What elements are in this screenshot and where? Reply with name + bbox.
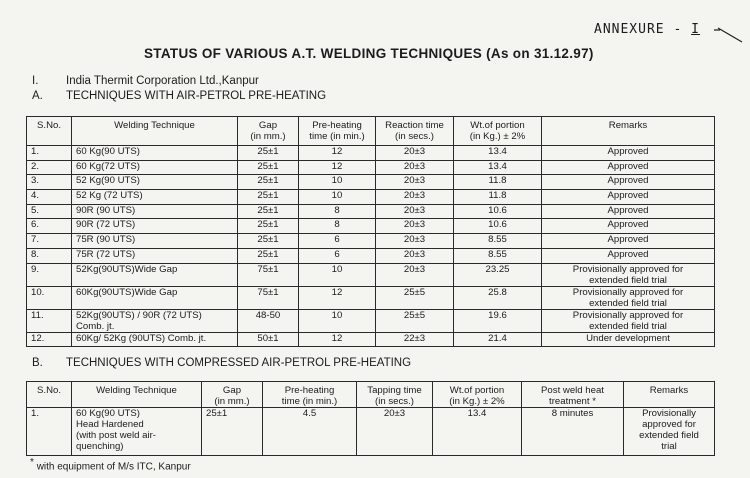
table-b-header-1: Welding Technique <box>72 382 202 408</box>
table-row <box>27 204 715 219</box>
table-a-header-2: Gap (in mm.) <box>238 117 299 146</box>
table-cell: 25±1 <box>238 248 299 263</box>
table-cell: Provisionally approved for extended field trial <box>542 263 715 286</box>
table-cell: 13.4 <box>433 408 522 456</box>
table-a-header-5: Wt.of portion (in Kg.) ± 2% <box>454 117 542 146</box>
table-cell: Approved <box>542 175 715 190</box>
table-cell: 48-50 <box>238 309 299 332</box>
table-row <box>27 175 715 190</box>
table-cell: 90R (90 UTS) <box>72 204 238 219</box>
table-a-header-0: S.No. <box>27 117 72 146</box>
table-cell: Provisionally approved for extended field trial <box>542 309 715 332</box>
table-b-body <box>27 408 715 456</box>
table-a-body <box>27 146 715 347</box>
table-cell: 60 Kg(72 UTS) <box>72 160 238 175</box>
table-cell: 10.6 <box>454 204 542 219</box>
table-cell: 75R (90 UTS) <box>72 234 238 249</box>
table-cell: 12 <box>299 286 376 309</box>
table-cell: 25±1 <box>238 219 299 234</box>
table-row <box>27 190 715 205</box>
handwritten-arrow-mark <box>712 26 746 44</box>
table-cell: 22±3 <box>376 332 454 347</box>
table-cell: 2. <box>27 160 72 175</box>
table-cell: 11. <box>27 309 72 332</box>
table-cell: 8.55 <box>454 248 542 263</box>
page-title: STATUS OF VARIOUS A.T. WELDING TECHNIQUES (As on 31.12.97) <box>144 46 594 61</box>
table-a-header-4: Reaction time (in secs.) <box>376 117 454 146</box>
table-cell: 4.5 <box>263 408 357 456</box>
footnote-mark: * <box>30 457 34 468</box>
table-cell: 25±1 <box>238 190 299 205</box>
table-cell: 13.4 <box>454 146 542 161</box>
table-cell: Approved <box>542 160 715 175</box>
table-row <box>27 332 715 347</box>
table-row <box>27 219 715 234</box>
table-cell: 75±1 <box>238 263 299 286</box>
table-cell: 20±3 <box>376 219 454 234</box>
table-cell: 10 <box>299 175 376 190</box>
table-cell: Provisionally approved for extended field trial <box>542 286 715 309</box>
table-a <box>26 116 715 347</box>
annexure-label <box>594 22 700 37</box>
table-cell: 60 Kg(90 UTS) <box>72 146 238 161</box>
section-b-heading <box>32 357 411 369</box>
table-cell: 10 <box>299 263 376 286</box>
section-a-letter: A. <box>32 90 43 102</box>
table-cell: 8 <box>299 219 376 234</box>
table-row <box>27 286 715 309</box>
table-b-header-0: S.No. <box>27 382 72 408</box>
table-cell: Approved <box>542 219 715 234</box>
table-cell: 3. <box>27 175 72 190</box>
table-cell: 25±1 <box>202 408 263 456</box>
table-b-header-7: Remarks <box>624 382 715 408</box>
table-cell: 25±1 <box>238 234 299 249</box>
table-cell: Approved <box>542 190 715 205</box>
table-cell: 8. <box>27 248 72 263</box>
table-cell: 75±1 <box>238 286 299 309</box>
table-cell: Approved <box>542 234 715 249</box>
table-cell: Provisionally approved for extended field trial <box>624 408 715 456</box>
table-cell: 12 <box>299 332 376 347</box>
table-cell: 8.55 <box>454 234 542 249</box>
table-b-header-6: Post weld heat treatment * <box>522 382 624 408</box>
table-cell: 6 <box>299 234 376 249</box>
table-b <box>26 381 715 456</box>
table-cell: 13.4 <box>454 160 542 175</box>
section-i-roman: I. <box>32 75 39 87</box>
table-cell: 6 <box>299 248 376 263</box>
section-i-text: India Thermit Corporation Ltd.,Kanpur <box>66 75 259 87</box>
table-row <box>27 248 715 263</box>
table-cell: 20±3 <box>376 146 454 161</box>
section-b-letter: B. <box>32 357 43 369</box>
table-a-header-6: Remarks <box>542 117 715 146</box>
table-cell: 20±3 <box>376 234 454 249</box>
table-cell: 12 <box>299 146 376 161</box>
table-row <box>27 263 715 286</box>
table-a-header-row <box>27 117 715 146</box>
table-cell: 10 <box>299 309 376 332</box>
table-cell: 90R (72 UTS) <box>72 219 238 234</box>
table-cell: 52 Kg(90 UTS) <box>72 175 238 190</box>
table-b-header-5: Wt.of portion (in Kg.) ± 2% <box>433 382 522 408</box>
table-cell: Approved <box>542 204 715 219</box>
table-cell: 12 <box>299 160 376 175</box>
table-cell: 11.8 <box>454 175 542 190</box>
table-cell: 20±3 <box>376 248 454 263</box>
table-row <box>27 309 715 332</box>
table-cell: 11.8 <box>454 190 542 205</box>
table-b-header-row <box>27 382 715 408</box>
table-row <box>27 146 715 161</box>
table-b-header-3: Pre-heating time (in min.) <box>263 382 357 408</box>
table-cell: 10.6 <box>454 219 542 234</box>
footnote <box>30 457 191 472</box>
table-cell: 25.8 <box>454 286 542 309</box>
table-cell: Approved <box>542 248 715 263</box>
table-cell: 19.6 <box>454 309 542 332</box>
table-cell: 50±1 <box>238 332 299 347</box>
table-cell: 52Kg(90UTS) / 90R (72 UTS) Comb. jt. <box>72 309 238 332</box>
table-a-header-3: Pre-heating time (in min.) <box>299 117 376 146</box>
section-i-heading <box>32 75 259 87</box>
table-cell: 25±1 <box>238 175 299 190</box>
table-cell: 10 <box>299 190 376 205</box>
table-cell: 1. <box>27 146 72 161</box>
table-cell: 60Kg/ 52Kg (90UTS) Comb. jt. <box>72 332 238 347</box>
table-cell: 60 Kg(90 UTS) Head Hardened (with post weld air- quenching) <box>72 408 202 456</box>
footnote-text: with equipment of M/s ITC, Kanpur <box>36 461 191 473</box>
table-cell: 20±3 <box>376 160 454 175</box>
section-a-heading <box>32 90 326 102</box>
table-cell: 1. <box>27 408 72 456</box>
table-b-header-4: Tapping time (in secs.) <box>357 382 433 408</box>
table-cell: 20±3 <box>357 408 433 456</box>
table-cell: 5. <box>27 204 72 219</box>
section-b-text: TECHNIQUES WITH COMPRESSED AIR-PETROL PRE-HEATING <box>66 357 412 369</box>
table-cell: 25±1 <box>238 160 299 175</box>
table-cell: 52 Kg (72 UTS) <box>72 190 238 205</box>
table-cell: 25±1 <box>238 146 299 161</box>
table-row <box>27 408 715 456</box>
table-row <box>27 160 715 175</box>
table-cell: 12. <box>27 332 72 347</box>
table-cell: 10. <box>27 286 72 309</box>
table-cell: 25±1 <box>238 204 299 219</box>
table-cell: Under development <box>542 332 715 347</box>
table-cell: 8 minutes <box>522 408 624 456</box>
section-a-text: TECHNIQUES WITH AIR-PETROL PRE-HEATING <box>66 90 327 102</box>
table-row <box>27 234 715 249</box>
table-cell: 25±5 <box>376 309 454 332</box>
table-b-header-2: Gap (in mm.) <box>202 382 263 408</box>
table-cell: 7. <box>27 234 72 249</box>
table-cell: 4. <box>27 190 72 205</box>
table-cell: 21.4 <box>454 332 542 347</box>
table-cell: 20±3 <box>376 204 454 219</box>
table-cell: 8 <box>299 204 376 219</box>
table-cell: 52Kg(90UTS)Wide Gap <box>72 263 238 286</box>
table-a-header-1: Welding Technique <box>72 117 238 146</box>
annexure-prefix: ANNEXURE - <box>594 22 692 37</box>
table-cell: 75R (72 UTS) <box>72 248 238 263</box>
table-cell: 25±5 <box>376 286 454 309</box>
table-cell: 20±3 <box>376 263 454 286</box>
table-cell: 9. <box>27 263 72 286</box>
annexure-number: I <box>691 22 700 37</box>
table-cell: 23.25 <box>454 263 542 286</box>
table-cell: 20±3 <box>376 175 454 190</box>
table-cell: 60Kg(90UTS)Wide Gap <box>72 286 238 309</box>
table-cell: 6. <box>27 219 72 234</box>
table-cell: 20±3 <box>376 190 454 205</box>
table-cell: Approved <box>542 146 715 161</box>
